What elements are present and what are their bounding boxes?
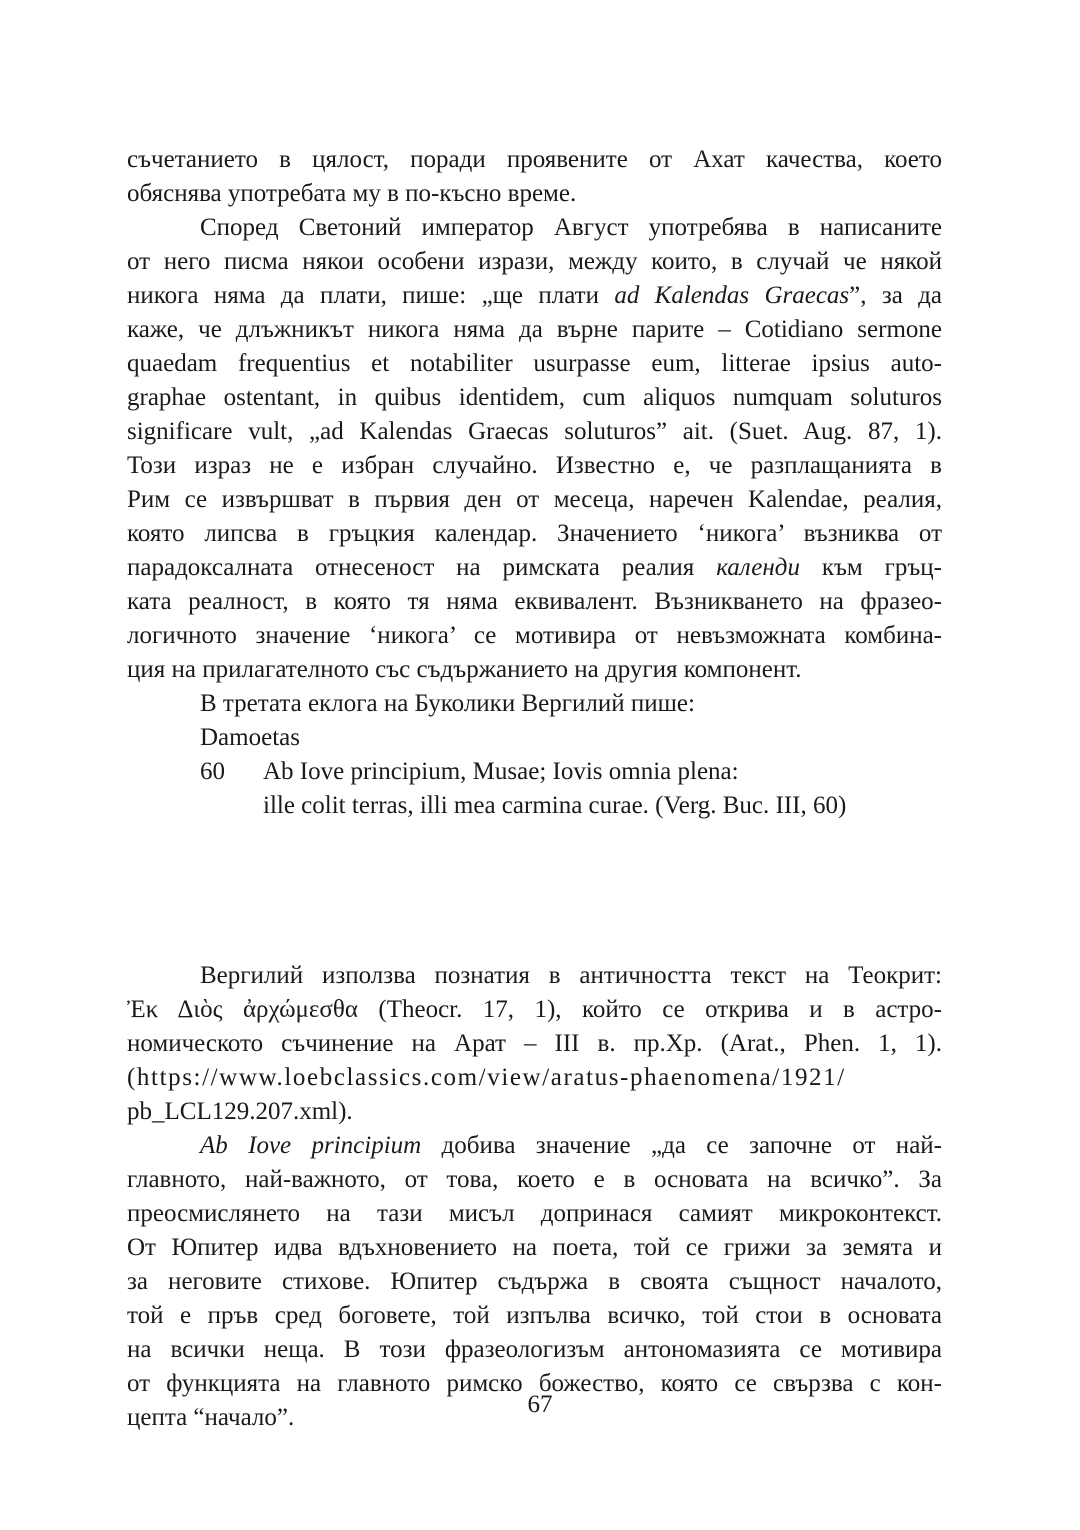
text-line: Този израз не е избран случайно. Известно е, че разплащанията в [127, 452, 942, 479]
text-line: съчетанието в цялост, поради проявените от Ахат качества, което [127, 146, 942, 173]
text-line: Вергилий използва познатия в античността текст на Теокрит: [200, 962, 942, 989]
text-line [127, 551, 942, 585]
text-line: главното, най-важното, от това, което е в основата на всичко”. За [127, 1166, 942, 1193]
text-line: цепта “начало”. [127, 1404, 295, 1431]
text-span: добива значение „да се започне от най- [421, 1132, 942, 1159]
text-line: quaedam frequentius et notabiliter usurpasse eum, litterae ipsius auto- [127, 350, 942, 377]
text-line: Рим се извършват в първия ден от месеца, наречен Kalendae, реалия, [127, 486, 942, 513]
reference-url: (https://www.loebclassics.com/view/aratus-phaenomena/1921/ [127, 1064, 846, 1091]
text-line: Според Светоний император Август употребява в написаните [200, 214, 942, 241]
text-line: която липсва в гръцкия календар. Значението ‘никога’ възниква от [127, 520, 942, 547]
verse-number: 60 [200, 758, 225, 785]
verse-text: Ab Iove principium, Musae; Iovis omnia plena: [263, 758, 739, 785]
text-line: ция на прилагателното със съдържанието на другия компонент. [127, 656, 802, 683]
page-number: 67 [527, 1391, 553, 1418]
text-line: graphae ostentant, in quibus identidem, cum aliquos numquam soluturos [127, 384, 942, 411]
verse-line [127, 755, 942, 789]
text-line: логичното значение ‘никога’ се мотивира от невъзможната комбина- [127, 622, 942, 649]
body-text [127, 143, 942, 1435]
text-line: significare vult, „ad Kalendas Graecas soluturos” ait. (Suet. Aug. 87, 1). [127, 418, 942, 445]
text-line: ката реалност, в която тя няма еквивалент. Възникването на фразео- [127, 588, 942, 615]
text-line: той е пръв сред боговете, той изпълва всичко, той стои в основата [127, 1302, 942, 1329]
text-line: на всички неща. В този фразеологизъм антономазията се мотивира [127, 1336, 942, 1363]
italic-phrase: ad Kalendas Graecas [614, 282, 850, 309]
text-line: каже, че длъжникът никога няма да върне парите – Cotidiano sermone [127, 316, 942, 343]
text-span: ”, за да [849, 282, 942, 309]
text-span: никога няма да плати, пише: „ще плати [127, 282, 615, 309]
italic-word: календи [716, 554, 800, 581]
translation-line [127, 925, 942, 959]
verse-line [127, 789, 942, 823]
italic-phrase: Ab Iove principium [200, 1132, 422, 1159]
text-span: към гръц- [799, 554, 942, 581]
reference-url: pb_LCL129.207.xml). [127, 1098, 353, 1125]
text-line [127, 279, 942, 313]
text-line [127, 1129, 942, 1163]
translation-line [127, 891, 942, 925]
text-line: от него писма някои особени изрази, между които, в случай че някой [127, 248, 942, 275]
text-line: В третата еклога на Буколики Вергилий пише: [200, 690, 695, 717]
text-line: От Юпитер идва вдъхновението на поета, той се грижи за земята и [127, 1234, 942, 1261]
text-line: обяснява употребата му в по-късно време. [127, 180, 577, 207]
speaker-name: Damoetas [200, 724, 300, 751]
text-line: Ἐκ Διὸς ἀρχώμεσθα (Theocr. 17, 1), който се открива и в астро- [127, 996, 942, 1023]
text-line: преосмислянето на тази мисъл допринася самият микроконтекст. [127, 1200, 942, 1227]
verse-text: ille colit terras, illi mea carmina curae. (Verg. Buc. III, 60) [263, 792, 847, 819]
text-line: номическото съчинение на Арат – III в. пр.Хр. (Arat., Phen. 1, 1). [127, 1030, 942, 1057]
text-line: за неговите стихове. Юпитер съдържа в своята същност началото, [127, 1268, 942, 1295]
text-line: от функцията на главното римско божество, която се свързва с кон- [127, 1370, 942, 1397]
text-span: парадоксалната отнесеност на римската реалия [127, 554, 717, 581]
